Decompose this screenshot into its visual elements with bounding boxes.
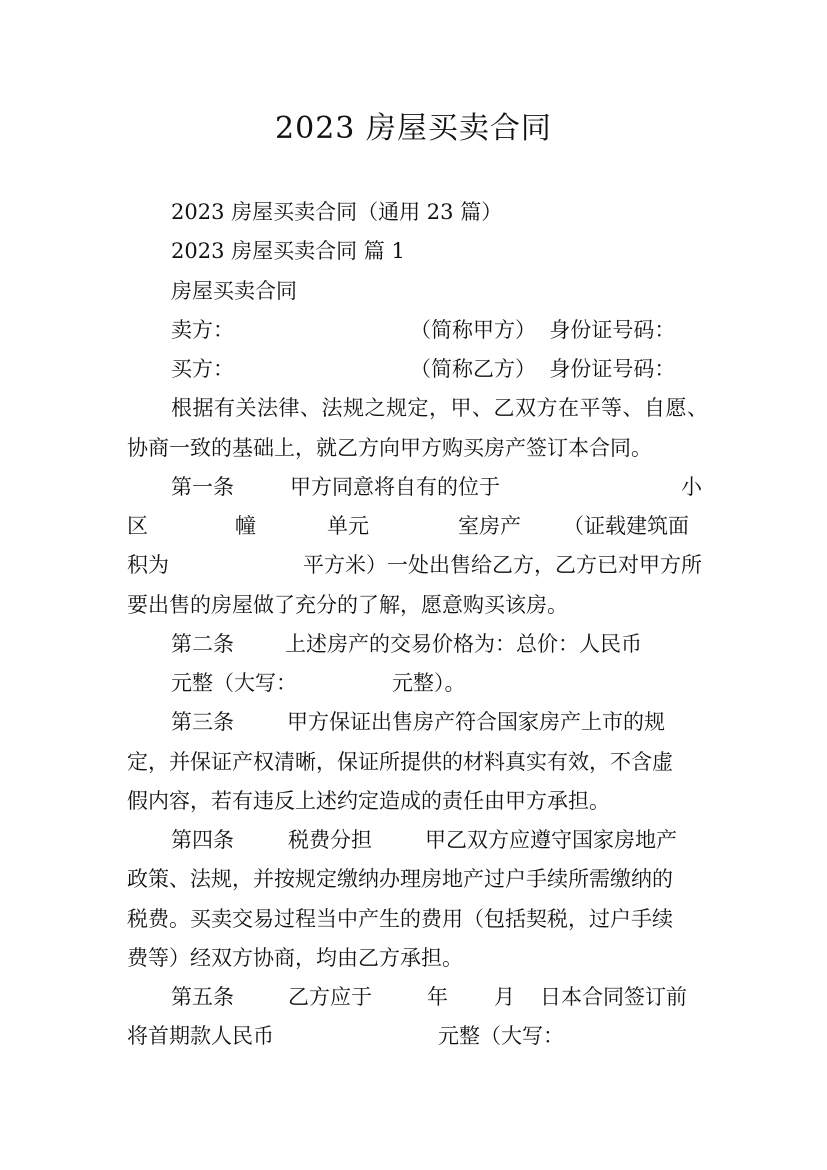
- article-4-heading: 税费分担: [288, 828, 372, 852]
- article-5-label: 第五条: [171, 985, 234, 1009]
- article-5-daxie: 元整（大写：: [438, 1024, 564, 1048]
- article-1-qu: 区: [127, 514, 148, 538]
- article-2-daxie: 元整（大写：: [171, 671, 297, 695]
- article-1-shi: 室房产: [458, 514, 521, 538]
- article-5-text: 乙方应于: [288, 985, 372, 1009]
- article-1-xiao: 小: [681, 475, 702, 499]
- article-4-text-2: 政策、法规，并按规定缴纳办理房地产过户手续所需缴纳的: [127, 867, 673, 891]
- seller-id-label: （简称甲方） 身份证号码：: [410, 318, 676, 342]
- article-3-text-3: 假内容，若有违反上述约定造成的责任由甲方承担。: [127, 789, 610, 813]
- seller-label: 卖方：: [171, 318, 234, 342]
- article-4-text-1: 甲乙双方应遵守国家房地产: [425, 828, 677, 852]
- article-1-area-label: （证载建筑面: [563, 514, 689, 538]
- article-4-label: 第四条: [171, 828, 234, 852]
- article-5-payment: 将首期款人民币: [127, 1024, 274, 1048]
- subtitle-line: 2023 房屋买卖合同（通用 23 篇）: [171, 200, 503, 224]
- contract-name: 房屋买卖合同: [171, 279, 297, 303]
- article-3-label: 第三条: [171, 710, 234, 734]
- article-1-jiwei: 积为: [127, 553, 169, 577]
- article-4-text-3: 税费。买卖交易过程当中产生的费用（包括契税，过户手续: [127, 907, 673, 931]
- article-3-text-2: 定，并保证产权清晰，保证所提供的材料真实有效，不含虚: [127, 750, 673, 774]
- article-5-year: 年: [427, 985, 448, 1009]
- buyer-label: 买方：: [171, 357, 234, 381]
- article-2-text: 上述房产的交易价格为：总价：人民币: [285, 632, 642, 656]
- article-1-text: 甲方同意将自有的位于: [290, 475, 500, 499]
- article-1-end: 要出售的房屋做了充分的了解，愿意购买该房。: [127, 593, 568, 617]
- article-5-day: 日本合同签订前: [540, 985, 687, 1009]
- article-5-month: 月: [494, 985, 515, 1009]
- article-2-label: 第二条: [171, 632, 234, 656]
- buyer-id-label: （简称乙方） 身份证号码：: [410, 357, 676, 381]
- article-1-label: 第一条: [171, 475, 234, 499]
- section-heading: 2023 房屋买卖合同 篇 1: [171, 239, 405, 263]
- article-2-end: 元整）。: [392, 671, 466, 695]
- article-1-danyuan: 单元: [327, 514, 369, 538]
- preamble-line-1: 根据有关法律、法规之规定，甲、乙双方在平等、自愿、: [171, 396, 709, 420]
- document-title: 2023 房屋买卖合同: [275, 111, 552, 146]
- article-1-area-text: 平方米）一处出售给乙方，乙方已对甲方所: [303, 553, 702, 577]
- article-1-zhuang: 幢: [235, 514, 256, 538]
- preamble-line-2: 协商一致的基础上，就乙方向甲方购买房产签订本合同。: [127, 436, 652, 460]
- article-3-text-1: 甲方保证出售房产符合国家房产上市的规: [287, 710, 665, 734]
- article-4-text-4: 费等）经双方协商，均由乙方承担。: [127, 946, 463, 970]
